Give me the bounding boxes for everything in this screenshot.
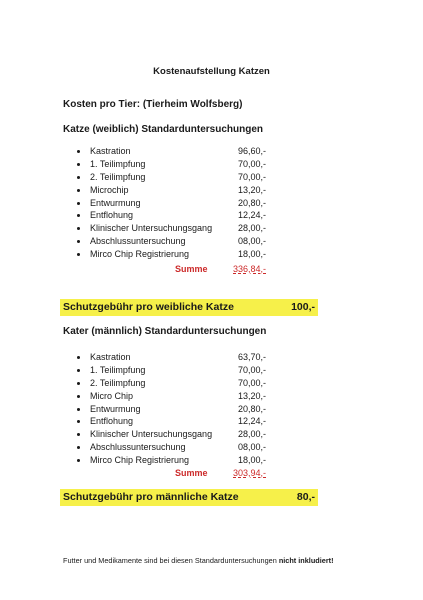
sum-label: Summe [175, 264, 208, 274]
footer-emphasis: nicht inkludiert! [278, 556, 334, 565]
item-value: 70,00,- [238, 158, 267, 169]
male-cost-list [77, 351, 287, 467]
female-cost-list [77, 145, 287, 261]
list-item [77, 454, 287, 467]
item-label: Kastration [90, 146, 131, 156]
item-label: Mirco Chip Registrierung [90, 455, 190, 466]
item-label: Abschlussuntersuchung [90, 236, 186, 247]
male-section-heading: Kater (männlich) Standarduntersuchungen [63, 326, 267, 337]
list-item [77, 222, 287, 235]
item-value: 18,00,- [238, 249, 267, 260]
bullet-icon [77, 446, 80, 449]
item-value: 13,20,- [238, 390, 267, 401]
bullet-icon [77, 420, 80, 423]
list-item [77, 377, 287, 390]
bullet-icon [77, 395, 80, 398]
list-item [77, 415, 287, 428]
item-value: 70,00,- [238, 377, 267, 388]
bullet-icon [77, 214, 80, 217]
list-item [77, 364, 287, 377]
document-subtitle: Kosten pro Tier: (Tierheim Wolfsberg) [63, 99, 243, 110]
list-item [77, 197, 287, 210]
sum-value: 336,84,- [233, 264, 267, 274]
item-label: 2. Teilimpfung [90, 377, 146, 388]
list-item [77, 145, 287, 158]
item-label: 1. Teilimpfung [90, 158, 146, 169]
list-item [77, 390, 287, 403]
item-value: 70,00,- [238, 171, 267, 182]
list-item [77, 158, 287, 171]
item-label: Entwurmung [90, 403, 141, 414]
item-label: Micro Chip [90, 390, 134, 401]
item-value: 96,60,- [238, 146, 267, 156]
item-value: 12,24,- [238, 416, 267, 427]
fee-value: 80,- [296, 491, 315, 503]
bullet-icon [77, 382, 80, 385]
fee-value: 100,- [291, 301, 315, 313]
male-fee-highlight [60, 489, 318, 506]
bullet-icon [77, 240, 80, 243]
footer-note [63, 556, 334, 565]
item-label: Microchip [90, 184, 129, 195]
item-label: Kastration [90, 352, 131, 362]
bullet-icon [77, 163, 80, 166]
item-value: 20,80,- [238, 403, 267, 414]
document-title: Kostenaufstellung Katzen [153, 66, 270, 77]
bullet-icon [77, 202, 80, 205]
female-fee-highlight [60, 299, 318, 316]
item-value: 12,24,- [238, 210, 267, 221]
item-label: 1. Teilimpfung [90, 364, 146, 375]
item-label: 2. Teilimpfung [90, 171, 146, 182]
fee-label: Schutzgebühr pro männliche Katze [63, 491, 239, 503]
item-label: Entwurmung [90, 197, 141, 208]
item-label: Entflohung [90, 416, 134, 427]
item-value: 70,00,- [238, 364, 267, 375]
list-item [77, 248, 287, 261]
list-item [77, 441, 287, 454]
male-sum-row [0, 467, 423, 479]
bullet-icon [77, 227, 80, 230]
female-sum-row [0, 263, 423, 275]
list-item [77, 351, 287, 364]
item-value: 08,00,- [238, 442, 267, 453]
item-label: Abschlussuntersuchung [90, 442, 186, 453]
item-value: 63,70,- [238, 352, 267, 362]
bullet-icon [77, 356, 80, 359]
bullet-icon [77, 433, 80, 436]
item-label: Klinischer Untersuchungsgang [90, 223, 213, 234]
list-item [77, 403, 287, 416]
list-item [77, 184, 287, 197]
bullet-icon [77, 369, 80, 372]
item-value: 08,00,- [238, 236, 267, 247]
item-label: Klinischer Untersuchungsgang [90, 429, 213, 440]
item-value: 20,80,- [238, 197, 267, 208]
list-item [77, 235, 287, 248]
list-item [77, 171, 287, 184]
footer-text: Futter und Medikamente sind bei diesen Standarduntersuchungen [63, 556, 279, 565]
bullet-icon [77, 408, 80, 411]
bullet-icon [77, 459, 80, 462]
item-label: Mirco Chip Registrierung [90, 249, 190, 260]
bullet-icon [77, 189, 80, 192]
item-value: 28,00,- [238, 429, 267, 440]
female-section-heading: Katze (weiblich) Standarduntersuchungen [63, 124, 264, 135]
bullet-icon [77, 150, 80, 153]
sum-value: 303,94,- [233, 468, 267, 478]
fee-label: Schutzgebühr pro weibliche Katze [63, 301, 234, 313]
bullet-icon [77, 253, 80, 256]
sum-label: Summe [175, 468, 208, 478]
item-value: 13,20,- [238, 184, 267, 195]
item-value: 28,00,- [238, 223, 267, 234]
list-item [77, 428, 287, 441]
bullet-icon [77, 176, 80, 179]
item-value: 18,00,- [238, 455, 267, 466]
list-item [77, 209, 287, 222]
item-label: Entflohung [90, 210, 134, 221]
